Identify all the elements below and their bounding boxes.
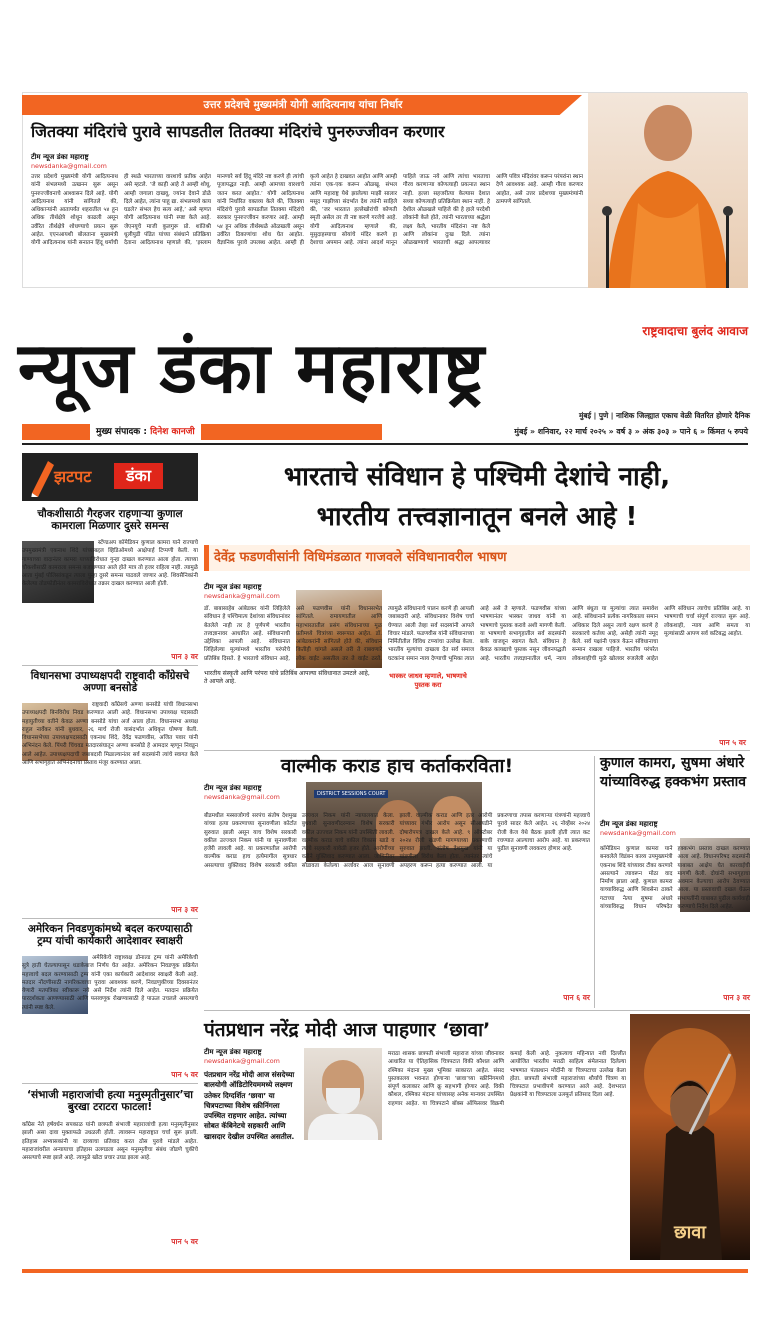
sidebar-item-4-body: काँग्रेस नेते हर्षवर्धन सपकाळ यांनी छत्रपती संभाजी महाराजांची हत्या मनुस्मृतीनुसार झाली असा दावा मुक्ताफळे उधळली होती. त्यावरून महाराष्ट्रात चर्चा सुरू झाली. इतिहास अभ्यासकांनी या दाव्याचा प्रतिवाद करत ठोस पुरावे मांडले आहेत. महाराजांवरील अन्यायाचा इतिहास उलगडला असून मनुस्मृतीचा संबंध जोडणे चुकीचे असल्याचे स्पष्ट झाले आहे. त्यामुळे खोटा प्रचार उघड झाला आहे. (22, 1122, 198, 1162)
yogi-photo (588, 93, 748, 288)
walmik-more[interactable]: पान ६ वर (563, 993, 590, 1002)
byline: टीम न्यूज डंका महाराष्ट्र (31, 153, 89, 161)
film-title: छावा (674, 1222, 706, 1243)
editor-label: मुख्य संपादक : (96, 427, 147, 437)
sidebar-item-3-title: अमेरिकन निवडणुकांमध्ये बदल करण्यासाठी ट्रम्प यांची कार्यकारी आदेशावर स्वाक्षरी (27, 923, 193, 947)
editor-bar (22, 424, 382, 440)
modi-byline-block (204, 1048, 300, 1065)
badge-right: डंका (114, 463, 163, 489)
pen-icon (28, 457, 56, 497)
byline: टीम न्यूज डंका महाराष्ट्र (204, 583, 262, 591)
modi-deck: पंतप्रधान नरेंद्र मोदी आज संसदेच्या बालयोगी ऑडिटोरियममध्ये लक्ष्मण उतेकर दिग्दर्शित ‘छावा’ या चित्रपटाच्या विशेष स्क्रीनिंगला उपस्थित राहणार आहेत. त्यांच्या सोबत कॅबिनेटचे सहकारी आणि खासदार देखील उपस्थित असतील. (204, 1070, 295, 1141)
top-body: उत्तर प्रदेशचे मुख्यमंत्री योगी आदित्यनाथ यांनी संभलमध्ये उत्खनन सुरू असून पुनरुज्जीवनाचे आश्वासन दिले आहे. योगी आदित्यनाथ यांनी सांगितले की, अधिकाऱ्यांनी आतापर्यंत शहरातील ५४ हून अधिक तीर्थक्षेत्रे शोधून काढली असून उर्वरित तीर्थक्षेत्रे शोधण्याचे प्रयत्न सुरू आहेत. एएनआयशी बोलताना मुख्यमंत्री योगी आदित्यनाथ यांनी सनातन हिंदू धर्माची ही स्थळे भारताच्या वारशाचे प्रतीक आहेत असे म्हटले. ‘जे काही आहे ते आम्ही शोधू, आम्ही जगाला दाखवू, ज्यांना देवाने डोळे दिले आहेत, त्यांना पाहू द्या. संभलमध्ये काय घडले? संभल हेच सत्य आहे,’ असे म्हणत योगी आदित्यनाथ यांनी स्पष्ट केले आहे. जेएनयूचे माजी कुलगुरू प्रो. शांतिश्री धुलीपुडी पंडित यांच्या संबंधाने प्रतिक्रिया देताना आदित्यनाथ म्हणाले की, ‘इस्लाम मानणारे सर्व हिंदू मंदिरे नष्ट करणे ही त्यांची पूजापद्धत नाही. आम्ही आमच्या वारशाचे जतन करत आहोत.’ योगी आदित्यनाथ यांनी निर्धारित वक्तव्य केले की, जितक्या मंदिरांचे पुरावे सापडतील तितक्या मंदिरांचे सरकार पुनरुज्जीवन करणार आहे. आम्ही ५४ हून अधिक तीर्थस्थळे ओळखली असून उर्वरित ठिकाणांचा शोध घेत आहोत. वैज्ञानिक पुरावे उपलब्ध आहेत. आम्ही ही कृत्ये आहेत हे दाखवत आहोत आणि आम्ही त्यांना एक-एक करून ओळखू. संभल आणि महाराष्ट्र येथे झालेल्या माझी सालार मसूद गाझीच्या संदर्भात देश त्यांनी साहिले की, ‘जर भारतात हल्लेखोरांची कोणती स्मृती असेल तर ती नष्ट करणे गरजेचे आहे. योगी आदित्यनाथ म्हणाले की, मुसुदाहस्याचा सोयांचे मंदिर करणे हा देशाचा अपमान आहे. त्यांना आदर्श मानून पाहिले जाऊ नये आणि त्यांचा भारताचा गौरव करणाऱ्या कोणत्याही प्रयत्नात स्थान नाही. हल्ला सहजरीत्या केल्यास देशात सध्या कोणत्याही प्रतिक्रियेला स्थान नाही. हे देशील ओळखले पाहिजे की हे हाले परदेशी लोकांनी केले होते, त्यांनी भारताच्या श्रद्धेला लक्ष्य केले, भारतीय मंदिरांना नष्ट केले आणि लोकांना दुःख दिले. त्यांना ओळखण्याचे भारताची श्रद्धा आपल्यावर आणि पवित्र मंदिरांवर करून परंपरांना स्थान देणे आवश्यक आहे. आम्ही गौरव करणार आहोत, असे उत्तर प्रदेशच्या मुख्यमंत्र्यांनी ठामपणे सांगितले. (31, 174, 583, 247)
kicker: उत्तर प्रदेशचे मुख्यमंत्री योगी आदित्यनाथ यांचा निर्धार (203, 99, 403, 111)
modi-body: मराठा शासक छत्रपती संभाजी महाराज यांच्या जीवनावर आधारित या ऐतिहासिक चित्रपटात विकी कौशल आणि रश्मिका मंदाना मुख्य भूमिका साकारत आहेत. संसद पुस्तकालय भवनात होणाऱ्या ‘छावा’च्या स्क्रीनिंगमध्ये संपूर्ण कलाकार आणि क्रू सहभागी होणार आहे. विकी कौशल, रश्मिका मंदाना यांच्यासह अनेक मान्यवर उपस्थित राहणार आहेत. या चित्रपटाने बॉक्स ऑफिसवर विक्रमी कमाई केली आहे. नुकत्याच महिन्यात नवी दिल्लीत आयोजित भारतीय मराठी साहित्य संमेलनात दिलेल्या भाषणात पंतप्रधान मोदींनी या चित्रपटाचा उल्लेख केला होता. छत्रपती संभाजी महाराजांच्या शौर्याचे चित्रण या चित्रपटात प्रभावीपणे करण्यात आले आहे. देशभरात प्रेक्षकांनी या चित्रपटाला उत्स्फूर्त प्रतिसाद दिला आहे. (388, 1051, 626, 1107)
lead-body: डॉ. बाबासाहेब आंबेडकर यांनी लिहिलेले संविधान हे पश्चिमात्य देशांच्या संविधानांवर बेतलेले नाही तर हे पूर्णपणे भारतीय तत्त्वज्ञानावर आधारित आहे. संविधानाची उद्देशिका आपली आहे. संविधानात लिहिलेल्या मूल्यांमध्ये भारतीय परंपरेचे प्रतिबिंब दिसते. हे भारताचे संविधान आहे, असे फडणवीस यांनी विधानसभेत सांगितले. रामायणातील आणि महाभारतातील प्रसंग संविधानाच्या मूळ प्रतीमध्ये चित्रांच्या स्वरूपात आहेत. डॉ. आंबेडकरांनी सांगितले होते की, संविधान कितीही चांगले असले तरी ते राबवणारे लोक वाईट असतील तर ते वाईट ठरते. त्यामुळे संविधानाचे पालन करणे ही आपली जबाबदारी आहे. संविधानावर विशेष चर्चा घेण्यात आली तेव्हा सर्व सदस्यांनी आपले विचार मांडले. फडणवीस यांनी संविधानाच्या निर्मितीतील विविध टप्प्यांचा उल्लेख केला. भारतीय मूल्यांचा दाखला देत सर्व समाज घटकांना समान न्याय देण्याची भूमिका त्यात आहे असे ते म्हणाले. फडणवीस यांच्या भाषणानंतर भास्कर जाधव यांनी या भाषणाचे पुस्तक करावे अशी मागणी केली. या भाषणाचे सभागृहातील सर्व सदस्यांनी बाके वाजवून स्वागत केले. संविधान हे केवळ कायद्याचे पुस्तक नसून जीवनपद्धती आहे. भारतीय तत्त्वज्ञानातील धर्म, न्याय आणि बंधुता या मूल्यांचा त्यात समावेश आहे. संविधानाने प्रत्येक नागरिकाला समान अधिकार दिले असून त्याचे रक्षण करणे हे सरकारचे कर्तव्य आहे, असेही त्यांनी नमूद केले. सर्व पक्षांनी एकत्र येऊन संविधानाचा सन्मान राखला पाहिजे. भारतीय परंपरेत लोकशाहीची मुळे खोलवर रुजलेली आहेत आणि संविधान त्याचेच प्रतिबिंब आहे. या भाषणाची चर्चा संपूर्ण राज्यात सुरू आहे. लोकशाही, न्याय आणि समता या मूल्यांसाठी आपण सर्व कटिबद्ध आहोत. (204, 606, 750, 662)
sidebar-item-3-body: अमेरिकेचे राष्ट्राध्यक्ष डोनाल्ड ट्रम्प यांनी अमेरिकेची सुत्रे हाती घेतल्यापासून धडाकेबाज निर्णय घेत आहेत. अमेरिकन निवडणूक प्रक्रियेत महत्त्वाचे बदल करण्यासाठी ट्रम्प यांनी एका कार्यकारी आदेशावर स्वाक्षरी केली आहे. मतदार नोंदणीसाठी नागरिकत्वाचा पुरावा आवश्यक करणे, निवडणुकीच्या दिवसानंतर येणारी मतपत्रिका स्वीकारू नये असे निर्देश त्यांनी दिले आहेत. मतदान प्रक्रियेत पारदर्शकता आणण्यासाठी आणि फसवणूक रोखण्यासाठी हे पाऊल उचलले असल्याचे त्यांनी स्पष्ट केले. (22, 955, 198, 1011)
kunal-body: कॉमेडियन कुणाल कामरा याने बनवलेले विडंबन काव्य उपमुख्यमंत्री एकनाथ शिंदे यांच्यावर टीका करणारे असल्याने त्यावरून मोठा वाद निर्माण झाला आहे. कुणाल कामरा याच्याविरुद्ध आणि शिवसेना ठाकरे गटाच्या नेत्या सुषमा अंधारे यांच्याविरुद्ध विधान परिषदेत हक्कभंग प्रस्ताव दाखल करण्यात आला आहे. विधानपरिषद सदस्यांनी याबाबत आक्षेप घेत कारवाईची मागणी केली. दोघांनी सभागृहाचा अवमान केल्याचा आरोप ठेवण्यात आला. या प्रस्तावाची दखल घेऊन सभापतींनी याबाबत पुढील कार्यवाही करण्याचे निर्देश दिले आहेत. (600, 846, 750, 911)
lead-byline-block (204, 583, 294, 600)
dateline: मुंबई » शनिवार, २२ मार्च २०२५ » वर्ष ३ » अंक ३०३ » पाने ६ » किंमत ५ रुपये (514, 427, 748, 436)
sidebar-item-2-title: विधानसभा उपाध्यक्षपदी राष्ट्रवादी काँग्रेसचे अण्णा बनसोडे (30, 670, 190, 694)
modi-photo (304, 1048, 382, 1140)
kunal-byline-block (600, 820, 690, 837)
sidebar-item-1-title: चौकशीसाठी गैरहजर राहणाऱ्या कुणाल कामराला मिळणार दुसरे समन्स (37, 508, 183, 532)
walmik-headline: वाल्मीक कराड हाच कर्ताकरविता! (280, 755, 514, 777)
masthead-title: न्यूज डंका महाराष्ट्र (18, 326, 486, 409)
sidebar-item-4-title: ‘संभाजी महाराजांची हत्या मनुस्मृतीनुसार’चा बुरखा टराटरा फाटला! (26, 1089, 194, 1113)
sidebar-item-3-more[interactable]: पान ५ वर (171, 1070, 198, 1079)
divider (22, 918, 198, 919)
sidebar-badge (22, 453, 198, 501)
badge-left: झटपट (54, 467, 92, 486)
sidebar (22, 453, 198, 1263)
email: newsdanka@gmail.com (204, 1057, 280, 1065)
email: newsdanka@gmail.com (204, 793, 280, 801)
sidebar-item-1-more[interactable]: पान ३ वर (171, 652, 198, 661)
chhaava-poster (630, 1014, 750, 1260)
divider (22, 1083, 198, 1084)
footer-bar (22, 1269, 748, 1273)
sidebar-item-2-more[interactable]: पान ३ वर (171, 905, 198, 914)
divider (22, 665, 198, 666)
divider (204, 1010, 750, 1011)
editor-name: दिनेश कानजी (150, 427, 195, 437)
divider (204, 750, 750, 751)
email: newsdanka@gmail.com (600, 829, 676, 837)
walmik-byline-block (204, 784, 300, 801)
email: newsdanka@gmail.com (31, 162, 107, 170)
masthead-tagline: राष्ट्रवादाचा बुलंद आवाज (642, 324, 748, 338)
byline: टीम न्यूज डंका महाराष्ट्र (204, 1048, 262, 1056)
sidebar-item-4-more[interactable]: पान ५ वर (171, 1237, 198, 1246)
kunal-more[interactable]: पान ३ वर (723, 993, 750, 1002)
top-story (22, 92, 747, 288)
modi-jacket (308, 1114, 378, 1140)
lead-headline-2: भारतीय तत्त्वज्ञानातून बनले आहे ! (316, 502, 638, 532)
lead-headline-1: भारताचे संविधान हे पश्चिमी देशांचे नाही, (283, 462, 671, 492)
court-sign: DISTRICT SESSIONS COURT (314, 790, 388, 798)
masthead-cities: मुंबई | पुणे | नाशिक जिल्ह्यात एकाच वेळी वितरित होणारे दैनिक (578, 411, 750, 420)
byline: टीम न्यूज डंका महाराष्ट्र (600, 820, 658, 828)
lead-more[interactable]: पान ५ वर (719, 738, 746, 747)
lead-subhead: देवेंद्र फडणवीसांनी विधिमंडळात गाजवले संविधानावरील भाषण (214, 550, 507, 565)
kunal-headline: कुणाल कामरा, सुषमा अंधारे यांच्याविरुद्ध हक्कभंग प्रस्ताव (600, 755, 747, 790)
modi-headline: पंतप्रधान नरेंद्र मोदी आज पाहणार ‘छावा’ (204, 1019, 491, 1041)
modi-beard (326, 1088, 360, 1114)
masthead-rule (22, 443, 748, 445)
email: newsdanka@gmail.com (204, 592, 280, 600)
lead-pull: भास्कर जाधव म्हणाले, भाषणाचे पुस्तक करा (389, 672, 467, 689)
walmik-body: बीडमधील मस्साजोगचे सरपंच संतोष देशमुख यांच्या हत्या प्रकरणाच्या सुनावणीला कोर्टात सुरुवात झाली असून याच विशेष सरकारी वकील उज्ज्वल निकम यांनी या सुनावणीला हजेरी लावली आहे. या प्रकरणातील आरोपी वाल्मीक कराड हाच हत्येमागील सूत्रधार असल्याचा युक्तिवाद विशेष सरकारी वकील उज्ज्वल निकम यांनी न्यायालयात केला. बुधवारी सुनावणीदरम्यान विशेष सरकारी वकील उज्ज्वल निकम यांनी उपस्थिती लावली. वाल्मीक कराड याचे वकील विकास खाडे व त्यांचे सहकारी यावेळी हजर होते. आरोपींच्या वतीने युक्तिवाद करण्यात आला. जामिनीवर सोडावता केलेल्या अर्जावर आज सुनावणी झाली. वाल्मीक कराड आणि इतर आरोपी यांच्यावर गंभीर आरोप असून सीआयडीने दोषारोपपत्र दाखल केले आहे. ९ ऑक्टोबर २०२४ रोजी खंडणी मागण्याच्या प्रकरणाची सुरुवात झाली. संतोष देशमुख यांनी या खंडणीला विरोध केला होता. त्यानंतर त्यांचे अपहरण करून हत्या करण्यात आली. या प्रकरणाचा तपास करणाऱ्या यंत्रणांनी महत्त्वाचे पुरावे सादर केले आहेत. २६ नोव्हेंबर २०२४ रोजी केज येथे बैठक झाली होती त्यात कट रचण्यात आल्याचा आरोप आहे. या प्रकरणात पुढील सुनावणी लवकरच होणार आहे. (204, 813, 590, 869)
lead-quote: भारतीय संस्कृती आणि परंपरा यांचे प्रतिबिंब आपल्या संविधानात उमटले आहे, ते आपले आहे. (204, 670, 370, 686)
editor-line (90, 424, 201, 440)
byline: टीम न्यूज डंका महाराष्ट्र (204, 784, 262, 792)
sidebar-item-1-body: स्टॅण्डअप कॉमेडियन कुणाल कामरा याने राज्याचे उपमुख्यमंत्री एकनाथ शिंदे यांच्याबद्दल व्हिडिओमध्ये आक्षेपार्ह टिप्पणी केली. या गाण्याच्या वादानंतर कामरा याच्याविरोधात गुन्हा दाखल करण्यात आला होता. त्याच्या चौकशीसाठी कामराला समन्स बजावण्यात आले होते मात्र तो हजर राहिला नाही. त्यामुळे आता मुंबई पोलिसांकडून त्याला पुन्हा दुसरे समन्स पाठवले जाणार आहे. शिवसैनिकांनी केलेल्या तोडफोडीनंतर कामराविरोधात तक्रार दाखल करण्यात आली होती. (22, 540, 198, 588)
divider (594, 756, 595, 1008)
sidebar-item-2-body: राष्ट्रवादी काँग्रेसचे अण्णा बनसोडे यांची विधानसभा उपाध्यक्षपदी बिनविरोध निवड करण्यात आली आहे. विधानसभा उपाध्यक्ष पदासाठी महायुतीच्या वतीने केवळ अण्णा बनसोडे यांचा अर्ज आला होता. विधानसभा अध्यक्ष राहुल नार्वेकर यांनी बुधवार, २६ मार्च रोजी यासंदर्भात अधिकृत घोषणा केली. विधानसभेच्या उपाध्यक्षपदासाठी एकनाथ शिंदे, देवेंद्र फडणवीस, अजित पवार यांनी अभिनंदन केले. पिंपरी चिंचवड मतदारसंघातून अण्णा बनसोडे हे आमदार म्हणून निवडून आले आहेत. उपाध्यक्षपदाची जबाबदारी मिळाल्यानंतर सर्व सदस्यांनी त्यांचे स्वागत केले आणि सभागृहात अभिनंदनाचा प्रस्ताव मंजूर करण्यात आला. (22, 702, 198, 767)
top-byline-block (31, 153, 107, 170)
yogi-illustration (588, 93, 748, 288)
top-headline: जितक्या मंदिरांचे पुरावे सापडतील तितक्या मंदिरांचे पुनरुज्जीवन करणार (31, 122, 445, 141)
